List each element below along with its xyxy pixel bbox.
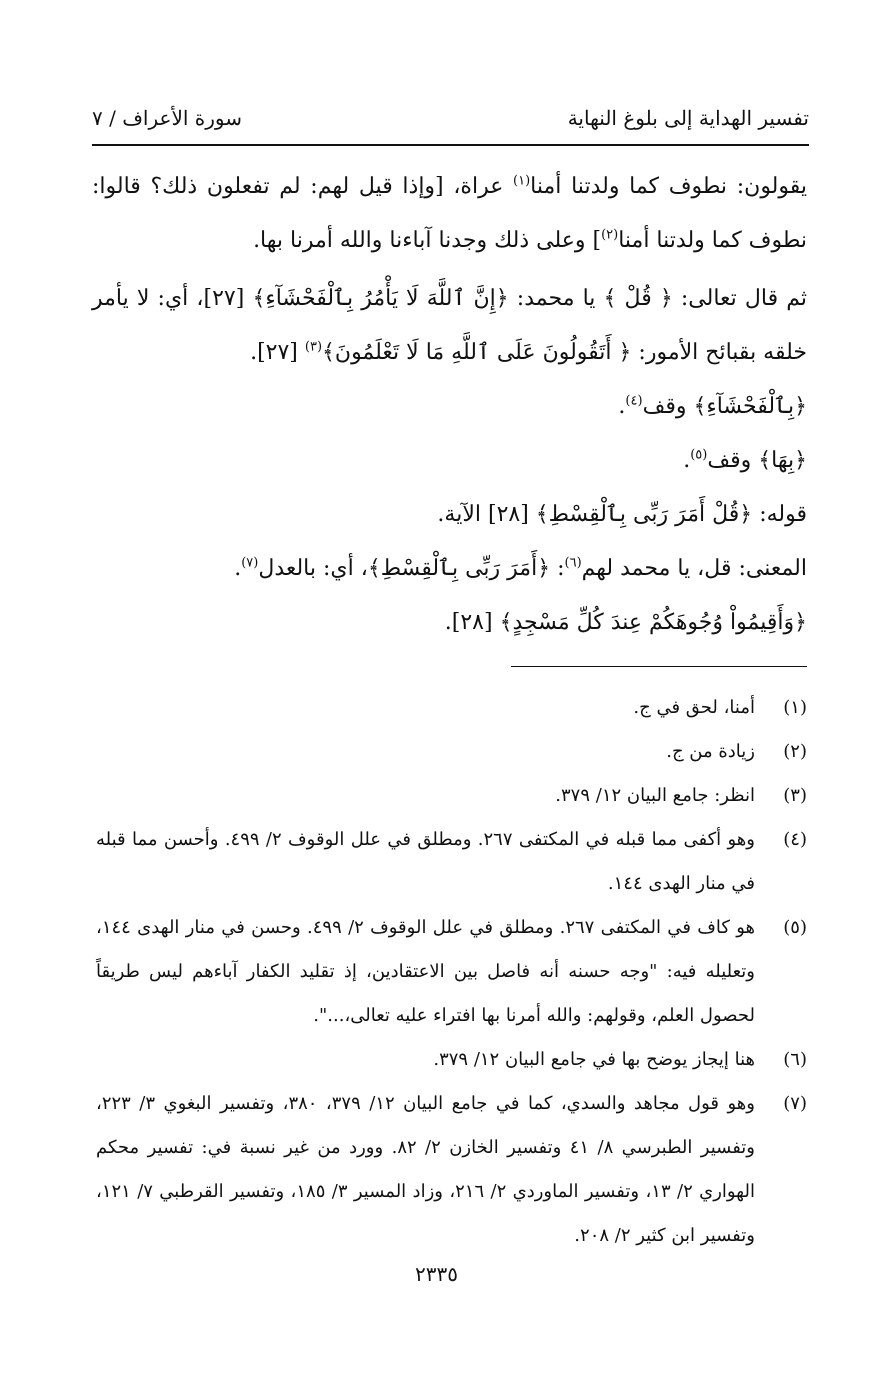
footnote-ref: (١) (513, 173, 531, 189)
footnote (96, 774, 807, 818)
footnote-number: (١) (783, 697, 807, 718)
text-segment: [٢٨]. (444, 610, 500, 635)
footnote (96, 818, 807, 906)
footnote-number: (٤) (783, 829, 807, 850)
text-segment: المعنى: قل، يا محمد لهم (581, 556, 807, 581)
footnotes-section (96, 686, 807, 1258)
footnote-text: هو كاف في المكتفى ٢٦٧. ومطلق في علل الوقوف ٢/ ٤٩٩. وحسن في منار الهدى ١٤٤، وتعليله فيه: "وجه حسنه أنه فاصل بين الاعتقادين، إذ تقليد الكفار آباءهم ليس طريقاً لحصول العلم، وقولهم: والله أمرنا بها افتراء عليه تعالى،...". (96, 917, 756, 1026)
paragraph-4 (92, 434, 807, 488)
text-segment: يا محمد: (508, 286, 604, 311)
footnote (96, 686, 807, 730)
text-segment: [٢٧]. (250, 340, 305, 365)
text-segment: عراة، [وإذا قيل لهم: لم تفعلون ذلك؟ قالوا: نطوف كما ولدتنا أمنا (92, 174, 807, 253)
footnote-text: وهو قول مجاهد والسدي، كما في جامع البيان ١٢/ ٣٧٩، ٣٨٠، وتفسير البغوي ٣/ ٢٢٣، وتفسير الطبرسي ٨/ ٤١ وتفسير الخازن ٢/ ٨٢. وورد من غير نسبة في: تفسير محكم الهواري ٢/ ١٣، وتفسير الماوردي ٢/ ٢١٦، وزاد المسير ٣/ ١٨٥، وتفسير القرطبي ٧/ ١٢١، وتفسير ابن كثير ٢/ ٢٠٨. (96, 1093, 756, 1246)
footnote-divider (511, 666, 807, 667)
text-segment: وقف (642, 394, 694, 419)
footnote (96, 1082, 807, 1258)
footnote (96, 730, 807, 774)
footnote-text: وهو أكفى مما قبله في المكتفى ٢٦٧. ومطلق في علل الوقوف ٢/ ٤٩٩. وأحسن مما قبله في منار الهدى ١٤٤. (96, 829, 755, 894)
header-divider (92, 144, 809, 146)
paragraph-2 (92, 272, 807, 380)
footnote-number: (٧) (783, 1093, 807, 1114)
paragraph-5 (92, 488, 807, 542)
footnote-number: (٢) (783, 741, 807, 762)
text-segment: ، أي: بالعدل (258, 556, 368, 581)
footnote-ref: (٢) (601, 227, 619, 243)
footnote-number: (٦) (783, 1049, 807, 1070)
running-header (92, 96, 809, 140)
quran-verse: ﴿ قُلْ ﴾ (603, 286, 673, 311)
footnote (96, 906, 807, 1038)
footnote-ref: (٣) (304, 339, 323, 355)
quran-verse: ﴿قُلْ أَمَرَ رَبِّى بِٱلْقِسْطِ﴾ (535, 502, 753, 527)
main-text (92, 160, 807, 650)
surah-reference: سورة الأعراف / ٧ (92, 106, 243, 130)
footnote-ref: (٤) (625, 393, 643, 409)
footnote-ref: (٧) (241, 555, 259, 571)
book-title: تفسير الهداية إلى بلوغ النهاية (567, 106, 809, 130)
text-segment: قوله: (752, 502, 807, 527)
quran-verse: ﴿بِٱلْفَحْشَآءِ﴾ (693, 394, 807, 419)
paragraph-3 (92, 380, 807, 434)
text-segment: وقف (707, 448, 759, 473)
footnote-number: (٣) (783, 785, 807, 806)
footnote-ref: (٥) (690, 447, 708, 463)
text-segment: ] وعلى ذلك وجدنا آباءنا والله أمرنا بها. (253, 228, 602, 253)
text-segment: يقولون: نطوف كما ولدتنا أمنا (530, 174, 808, 199)
footnote-text: أمنا، لحق في ج. (633, 697, 755, 718)
text-segment: . (618, 394, 626, 419)
footnote-text: هنا إيجاز يوضح بها في جامع البيان ١٢/ ٣٧٩. (433, 1049, 755, 1070)
quran-verse: ﴿بِهَا﴾ (758, 448, 807, 473)
text-segment: : (550, 556, 565, 581)
text-segment: [٢٨] الآية. (437, 502, 536, 527)
text-segment: ثم قال تعالى: (672, 286, 807, 311)
quran-verse: ﴿ أَتَقُولُونَ عَلَى ٱللَّهِ مَا لَا تَعْلَمُونَ﴾ (322, 340, 632, 365)
quran-verse: ﴿إِنَّ ٱللَّهَ لَا يَأْمُرُ بِٱلْفَحْشَآءِ﴾ (252, 286, 509, 311)
page-number: ٢٣٣٥ (415, 1262, 458, 1286)
paragraph-7 (92, 596, 807, 650)
footnote-number: (٥) (783, 917, 807, 938)
footnote-text: زيادة من ج. (666, 741, 755, 762)
footnote-text: انظر: جامع البيان ١٢/ ٣٧٩. (555, 785, 755, 806)
text-segment: . (234, 556, 242, 581)
quran-verse: ﴿وَأَقِيمُواْ وُجُوهَكُمْ عِندَ كُلِّ مَسْجِدٍ﴾ (499, 610, 807, 635)
text-segment: . (683, 448, 691, 473)
footnote (96, 1038, 807, 1082)
paragraph-1 (92, 160, 807, 268)
paragraph-6 (92, 542, 807, 596)
text-segment: [٢٧]، أي: لا يأمر خلقه بقبائح الأمور: (92, 286, 807, 365)
footnote-ref: (٦) (564, 555, 582, 571)
quran-verse: ﴿أَمَرَ رَبِّى بِٱلْقِسْطِ﴾ (367, 556, 551, 581)
